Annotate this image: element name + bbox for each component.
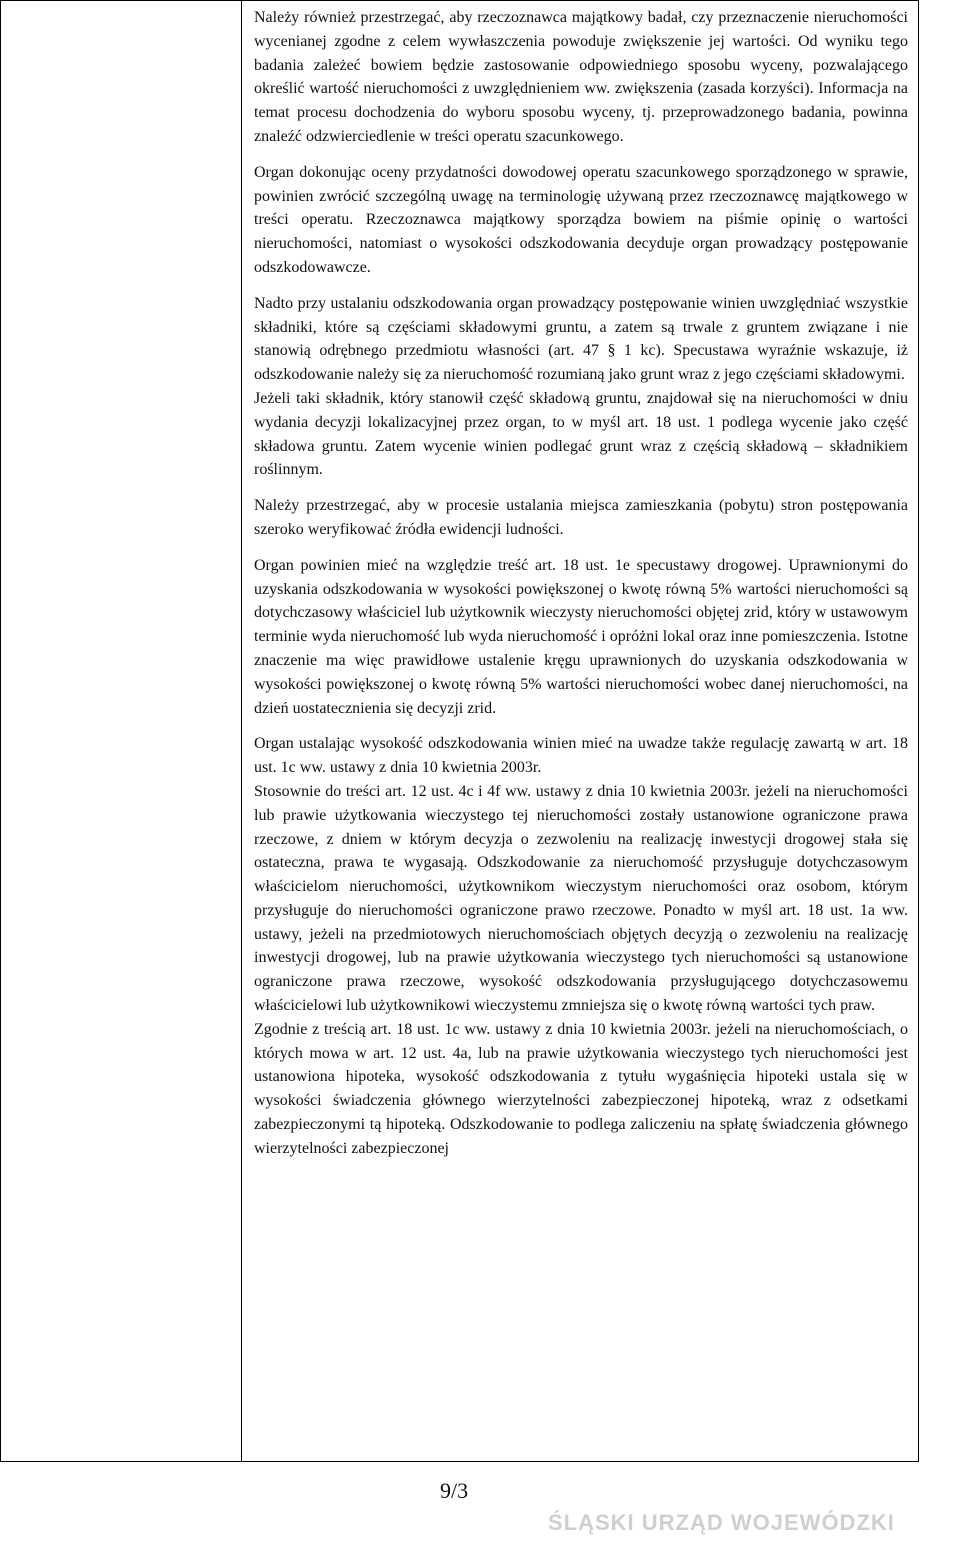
paragraph-land-components: Nadto przy ustalaniu odszkodowania organ prowadzący postępowanie winien uwzględniać wszystkie składniki, które są częściami składowymi gruntu, a zatem są trwale z gruntem związane i nie stanowią odrębnego przedmiotu własności (art. 47 § 1 kc). Specustawa wyraźnie wskazuje, iż odszkodowanie należy się za nieruchomość rozumianą jako grunt wraz z jego częściami składowymi. xyxy=(254,294,908,384)
paragraph-residence-verification: Należy przestrzegać, aby w procesie ustalania miejsca zamieszkania (pobytu) stron postępowania szeroko weryfikować źródła ewidencji ludności. xyxy=(254,497,908,538)
page-number: 9/3 xyxy=(440,1478,469,1503)
paragraph-valuation-purpose: Należy również przestrzegać, aby rzeczoznawca majątkowy badał, czy przeznaczenie nieruchomości wycenianej zgodne z celem wywłaszczenia powoduje zwiększenie jej wartości. Od wyniku tego badania zależeć bowiem będzie zastosowanie odpowiedniego sposobu wyceny, pozwalającego określić wartość nieruchomości z uwzględnieniem ww. zwiększenia (zasada korzyści). Informacja na temat procesu dochodzenia do wyboru sposobu wyceny, tj. przeprowadzonego badania, powinna znaleźć odzwierciedlenie w treści operatu szacunkowego. xyxy=(254,9,908,145)
left-margin-column xyxy=(1,1,242,1461)
paragraph-art-18-1e: Organ powinien mieć na względzie treść art. 18 ust. 1e specustawy drogowej. Uprawnionymi do uzyskania odszkodowania w wysokości powiększonej o kwotę równą 5% wartości nieruchomości są dotychczasowy właściciel lub użytkownik wieczysty nieruchomości objętej zrid, który w ustawowym terminie wyda nieruchomość lub wyda nieruchomość i opróżni lokal oraz inne pomieszczenia. Istotne znaczenie ma więc prawidłowe ustalenie kręgu uprawnionych do uzyskania odszkodowania w wysokości powiększonej o kwotę równą 5% wartości nieruchomości wobec danej nieruchomości, na dzień uostatecznienia się decyzji zrid. xyxy=(254,556,908,717)
document-body xyxy=(254,6,908,1161)
paragraph-operat-evaluation: Organ dokonując oceny przydatności dowodowej operatu szacunkowego sporządzonego w sprawie, powinien zwrócić szczególną uwagę na terminologię używaną przez rzeczoznawcę majątkowego w treści operatu. Rzeczoznawca majątkowy sporządza bowiem na piśmie opinię o wartości nieruchomości, natomiast o wysokości odszkodowania decyduje organ prowadzący postępowanie odszkodowawcze. xyxy=(254,163,908,276)
paragraph-art-18-1c-intro: Organ ustalając wysokość odszkodowania winien mieć na uwadze także regulację zawartą w art. 18 ust. 1c ww. ustawy z dnia 10 kwietnia 2003r. xyxy=(254,735,908,777)
paragraph-component-valuation: Jeżeli taki składnik, który stanowił część składową gruntu, znajdował się na nieruchomości w dniu wydania decyzji lokalizacyjnej przez organ, to w myśl art. 18 ust. 1 podlega wycenie jako część składowa gruntu. Zatem wycenie winien podlegać grunt wraz z częścią składową – składnikiem roślinnym. xyxy=(254,389,908,479)
paragraph-art-12-4c-4f: Stosownie do treści art. 12 ust. 4c i 4f ww. ustawy z dnia 10 kwietnia 2003r. jeżeli na nieruchomości lub prawie użytkowania wieczystego tej nieruchomości zostały ustanowione ograniczone prawa rzeczowe, z dniem w którym decyzja o zezwoleniu na realizację inwestycji drogowej stała się ostateczna, prawa te wygasają. Odszkodowanie za nieruchomość przysługuje dotychczasowym właścicielom nieruchomości, użytkownikom wieczystym nieruchomości oraz osobom, którym przysługuje do nieruchomości ograniczone prawo rzeczowe. Ponadto w myśl art. 18 ust. 1a ww. ustawy, jeżeli na przedmiotowych nieruchomościach objętych decyzją o zezwoleniu na realizację inwestycji drogowej, lub na prawie użytkowania wieczystego tych nieruchomości są ustanowione ograniczone prawa rzeczowe, wysokość odszkodowania przysługującego dotychczasowemu właścicielowi lub użytkownikowi wieczystemu zmniejsza się o kwotę równą wartości tych praw. xyxy=(254,782,908,1015)
watermark-text: ŚLĄSKI URZĄD WOJEWÓDZKI xyxy=(548,1510,895,1535)
paragraph-mortgage: Zgodnie z treścią art. 18 ust. 1c ww. ustawy z dnia 10 kwietnia 2003r. jeżeli na nieruchomościach, o których mowa w art. 12 ust. 4a, lub na prawie użytkowania wieczystego tych nieruchomości jest ustanowiona hipoteka, wysokość odszkodowania z tytułu wygaśnięcia hipoteki ustala się w wysokości świadczenia głównego wierzytelności zabezpieczonej hipoteką, wraz z odsetkami zabezpieczonymi tą hipoteką. Odszkodowanie to podlega zaliczeniu na spłatę świadczenia głównego wierzytelności zabezpieczonej xyxy=(254,1020,908,1157)
